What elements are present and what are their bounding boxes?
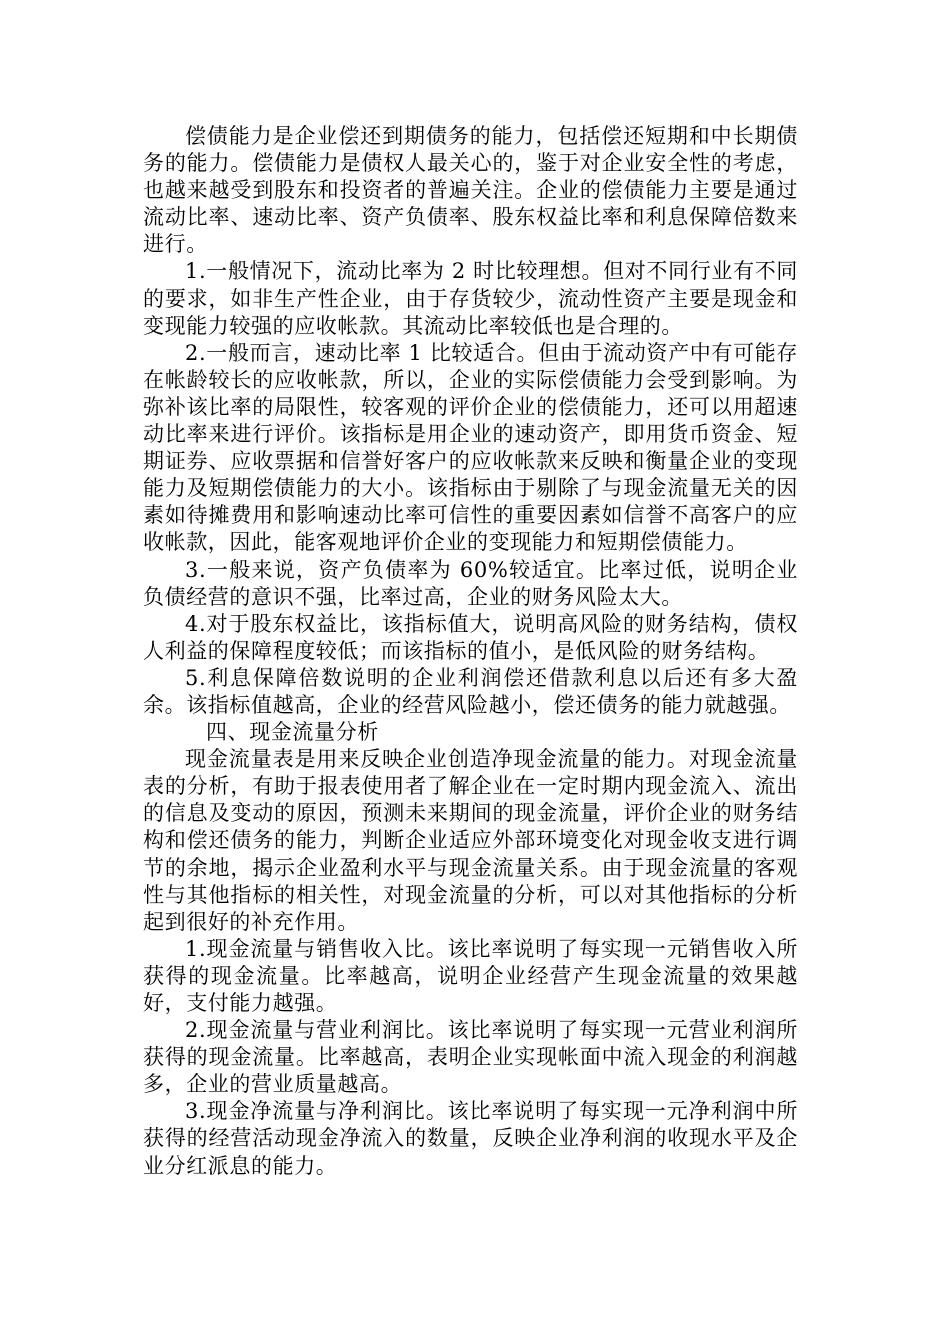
document-body: [143, 123, 798, 1180]
section-heading-cash-flow: 四、现金流量分析: [206, 720, 379, 745]
paragraph-current-ratio: 1.一般情况下，流动比率为 2 时比较理想。但对不同行业有不同的要求，如非生产性企业，由于存货较少，流动性资产主要是现金和变现能力较强的应收帐款。其流动比率较低也是合理的。: [143, 259, 798, 338]
paragraph-cash-flow-net-profit: 3.现金净流量与净利润比。该比率说明了每实现一元净利润中所获得的经营活动现金净流入的数量，反映企业净利润的收现水平及企业分红派息的能力。: [143, 1099, 798, 1178]
paragraph-quick-ratio: 2.一般而言，速动比率 1 比较适合。但由于流动资产中有可能存在帐龄较长的应收帐款，所以，企业的实际偿债能力会受到影响。为弥补该比率的局限性，较客观的评价企业的偿债能力，还可以用超速动比率来进行评价。该指标是用企业的速动资产，即用货币资金、短期证券、应收票据和信誉好客户的应收帐款来反映和衡量企业的变现能力及短期偿债能力的大小。该指标由于剔除了与现金流量无关的因素如待摊费用和影响速动比率可信性的重要因素如信誉不高客户的应收帐款，因此，能客观地评价企业的变现能力和短期偿债能力。: [143, 340, 798, 555]
paragraph-equity-ratio: 4.对于股东权益比，该指标值大，说明高风险的财务结构，债权人利益的保障程度较低；而该指标的值小，是低风险的财务结构。: [143, 611, 798, 663]
paragraph-cash-flow-operating-profit: 2.现金流量与营业利润比。该比率说明了每实现一元营业利润所获得的现金流量。比率越高，表明企业实现帐面中流入现金的利润越多，企业的营业质量越高。: [143, 1018, 798, 1097]
paragraph-cash-flow-intro: 现金流量表是用来反映企业创造净现金流量的能力。对现金流量表的分析，有助于报表使用者了解企业在一定时期内现金流入、流出的信息及变动的原因，预测未来期间的现金流量，评价企业的财务结构和偿还债务的能力，判断企业适应外部环境变化对现金收支进行调节的余地，揭示企业盈利水平与现金流量关系。由于现金流量的客观性与其他指标的相关性，对现金流量的分析，可以对其他指标的分析起到很好的补充作用。: [143, 747, 798, 934]
paragraph-debt-ratio: 3.一般来说，资产负债率为 60%较适宜。比率过低，说明企业负债经营的意识不强，比率过高，企业的财务风险太大。: [143, 557, 798, 609]
paragraph-interest-coverage: 5.利息保障倍数说明的企业利润偿还借款利息以后还有多大盈余。该指标值越高，企业的经营风险越小，偿还债务的能力就越强。: [143, 665, 798, 717]
paragraph-cash-flow-sales: 1.现金流量与销售收入比。该比率说明了每实现一元销售收入所获得的现金流量。比率越高，说明企业经营产生现金流量的效果越好，支付能力越强。: [143, 936, 798, 1015]
paragraph-solvency-intro: 偿债能力是企业偿还到期债务的能力，包括偿还短期和中长期债务的能力。偿债能力是债权人最关心的，鉴于对企业安全性的考虑，也越来越受到股东和投资者的普遍关注。企业的偿债能力主要是通过流动比率、速动比率、资产负债率、股东权益比率和利息保障倍数来进行。: [143, 124, 798, 257]
